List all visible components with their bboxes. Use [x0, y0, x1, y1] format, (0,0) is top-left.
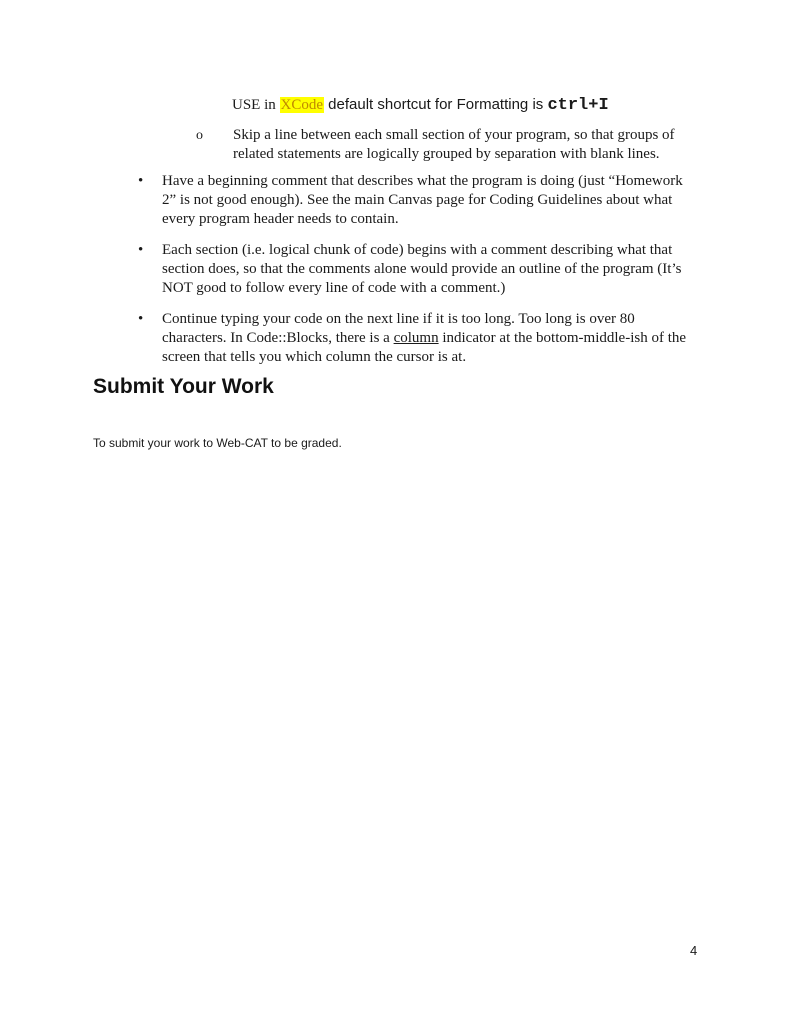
bullet-icon: •: [138, 173, 144, 189]
submit-instructions: To submit your work to Web-CAT to be graded.: [93, 436, 342, 450]
hollow-circle-bullet-icon: o: [196, 128, 203, 143]
bullet-icon: •: [138, 311, 144, 327]
list-item-text-after: indicator at the bottom-middle-ish of the screen that tells you which column the cursor is at.: [162, 330, 687, 365]
section-heading: Submit Your Work: [93, 375, 274, 398]
bullet-icon: •: [138, 242, 144, 258]
sub-list-item-text: Skip a line between each small section of your program, so that groups of related statements are logically grouped by separation with blank lines.: [233, 127, 675, 162]
list-item-text: Have a beginning comment that describes what the program is doing (just “Homework 2” is not good enough). See the main Canvas page for Coding Guidelines about what every program header needs to contain.: [162, 173, 683, 227]
list-item: [138, 172, 698, 229]
list-item: [138, 241, 698, 298]
list-item-text: Each section (i.e. logical chunk of code) begins with a comment describing what that section does, so that the comments alone would provide an outline of the program (It’s NOT good to follow every line of code with a comment.): [162, 242, 682, 296]
use-middle-text: default shortcut for Formatting is: [324, 96, 548, 113]
list-item: [138, 310, 698, 367]
sub-list-item: [196, 126, 696, 164]
page-number: 4: [690, 943, 698, 958]
list-item-text-before: Continue typing your code on the next line if it is too long. Too long is over 80 characters. In Code::Blocks, there is a: [162, 311, 635, 346]
use-prefix: USE in: [232, 97, 280, 113]
bullet-list: [138, 172, 698, 379]
list-item-text: [162, 310, 698, 367]
formatting-shortcut-line: [232, 96, 609, 115]
shortcut-key: ctrl+I: [547, 96, 609, 115]
xcode-highlight: XCode: [280, 97, 324, 113]
column-underlined-word: column: [393, 330, 439, 346]
